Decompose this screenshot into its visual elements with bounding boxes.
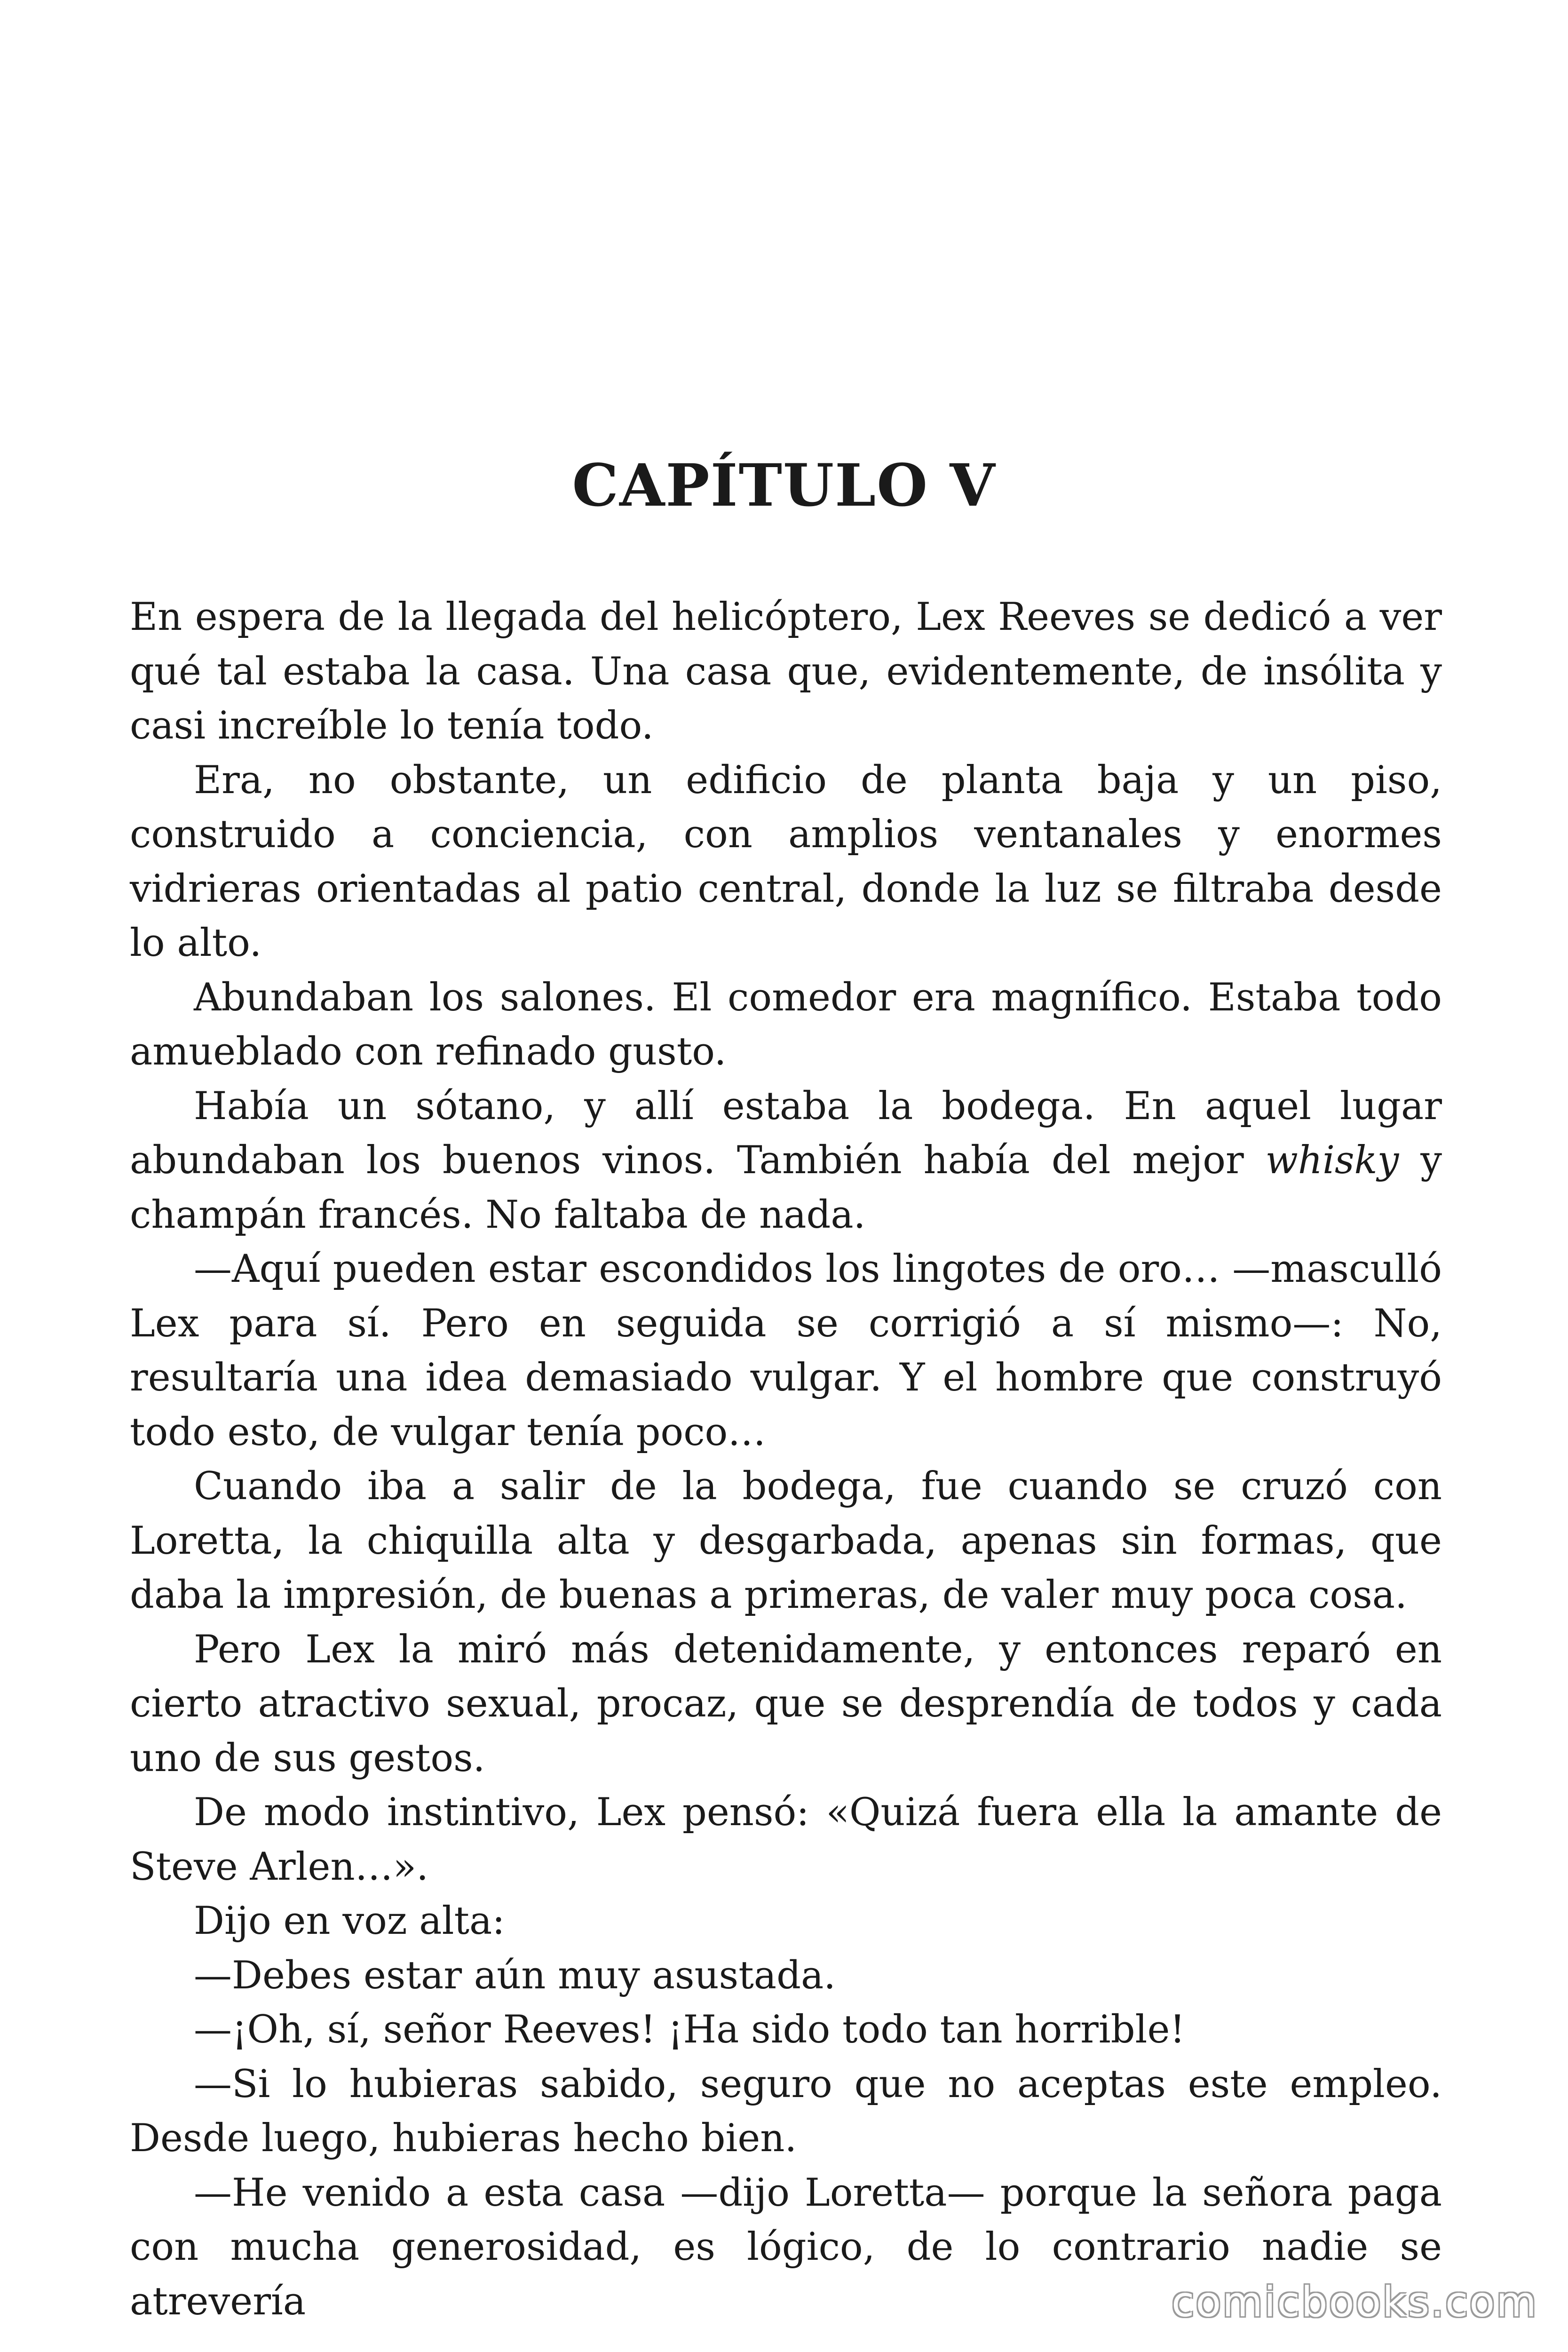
paragraph: Pero Lex la miró más detenidamente, y entonces reparó en cierto atractivo sexual, procaz, que se desprendía de todos y cada uno de sus gestos.	[130, 1627, 1442, 1780]
paragraph-text: Había un sótano, y allí estaba la bodega. En aquel lugar abundaban los buenos vinos. También había del mejor	[130, 1084, 1442, 1183]
paragraph: Cuando iba a salir de la bodega, fue cuando se cruzó con Loretta, la chiquilla alta y desgarbada, apenas sin formas, que daba la impresión, de buenas a primeras, de valer muy poca cosa.	[130, 1464, 1442, 1617]
paragraph: Abundaban los salones. El comedor era magnífico. Estaba todo amueblado con refinado gusto.	[130, 975, 1442, 1074]
chapter-title: CAPÍTULO V	[572, 452, 996, 520]
italic-word: whisky	[1265, 1138, 1399, 1183]
paragraph: —Debes estar aún muy asustada.	[194, 1953, 836, 1998]
paragraph-text: y champán francés. No faltaba de nada.	[130, 1138, 1442, 1237]
paragraph: Era, no obstante, un edificio de planta baja y un piso, construido a conciencia, con amplios ventanales y enormes vidrieras orientadas al patio central, donde la luz se filtraba desde lo alto.	[130, 758, 1442, 965]
paragraph: Dijo en voz alta:	[194, 1899, 505, 1943]
paragraph	[130, 1080, 1442, 1243]
paragraph: De modo instintivo, Lex pensó: «Quizá fuera ella la amante de Steve Arlen…».	[130, 1790, 1442, 1889]
paragraph: —Si lo hubieras sabido, seguro que no aceptas este empleo. Desde luego, hubieras hecho bien.	[130, 2062, 1442, 2161]
paragraph: En espera de la llegada del helicóptero, Lex Reeves se dedicó a ver qué tal estaba la casa. Una casa que, evidentemente, de insólita y casi increíble lo tenía todo.	[130, 595, 1442, 748]
paragraph: —¡Oh, sí, señor Reeves! ¡Ha sido todo tan horrible!	[194, 2008, 1185, 2052]
paragraph: —Aquí pueden estar escondidos los lingotes de oro… —masculló Lex para sí. Pero en seguida se corrigió a sí mismo—: No, resultaría una idea demasiado vulgar. Y el hombre que construyó todo esto, de vulgar tenía poco…	[130, 1247, 1442, 1454]
chapter-body	[130, 590, 1442, 2329]
watermark: comicbooks.com	[1171, 2278, 1538, 2326]
paragraph: —He venido a esta casa —dijo Loretta— porque la señora paga con mucha generosidad, es lógico, de lo contrario nadie se atrevería	[130, 2170, 1442, 2324]
